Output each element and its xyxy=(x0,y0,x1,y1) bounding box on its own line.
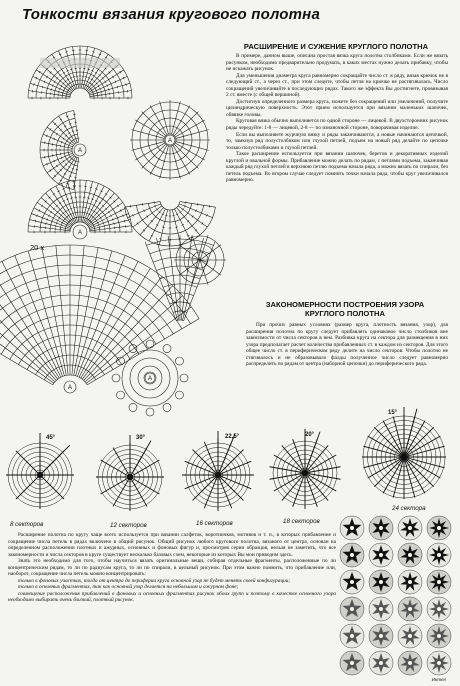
svg-text:А: А xyxy=(167,138,173,145)
sector-label: 12 секторов xyxy=(110,522,147,529)
star-motif xyxy=(427,543,451,567)
star-motif xyxy=(340,570,364,594)
paragraph: Расширение полотна по кругу чаще всего используется при вязании салфеток, воротничков, мотивов и т. п., в которых прибавление и сокращение числа петель в рядах включено в общий рисунок. Общий рисунок любого кругового полотна, вязаного от центра, основан на определенном расположении плотных и ажурных, основных и фоновых фигур и, просмотрев серии образцов, нельзя не заметить, что все закономерности и числа секторов в круге существует несколько базовых схем, некоторые из которых Вы мои приводим здесь. xyxy=(8,532,336,558)
sector-circle xyxy=(270,429,341,509)
svg-text:А: А xyxy=(147,376,153,383)
section-text-usage xyxy=(8,532,336,678)
star-motif xyxy=(340,624,364,648)
paragraph: Круговая вязка обычно выполняется по одной стороне — лицевой. В двухсторонних рисунок ряды чередуйте: 1-8 — лицевой, 2-8 — по изнаночной стороне, поворачивая изделие. xyxy=(226,118,448,132)
paragraph: только в фоновых участках, тогда от центра до периферии круга основной узор не будет менять своей конфигурации; xyxy=(18,577,291,584)
star-motif xyxy=(369,543,393,567)
star-motif xyxy=(340,597,364,621)
sector-label: 8 секторов xyxy=(10,521,44,528)
sector-circle xyxy=(182,431,254,511)
svg-text:А: А xyxy=(77,148,83,155)
paragraph: Достигнув определенного размера круга, можете без сокращений или увеличений, получите цилиндрическую поверхность. Этот прием используется при вязании маленьких шапочек, обвязке головы. xyxy=(226,98,448,118)
star-motif xyxy=(369,570,393,594)
star-motif xyxy=(398,543,422,567)
star-motif xyxy=(427,516,451,540)
star-motif xyxy=(398,570,422,594)
angle-label: 22,5° xyxy=(225,434,240,440)
paragraph: только в основных фрагментах, так как основной узор делается на небольшом и ажурном фоне; xyxy=(18,584,239,591)
center-ring xyxy=(145,373,155,383)
fan-diagram-2 xyxy=(40,110,79,189)
star-motif xyxy=(340,543,364,567)
star-motifs-grid xyxy=(338,514,456,679)
star-motif xyxy=(369,624,393,648)
star-motif xyxy=(340,651,364,675)
paragraph: Для уменьшения диаметра круга равномерно сокращайте число ст. в ряду, вязав крючок не в следующий ст., а через ст., при этом следите, чтобы петля на крючке не растягивалась. Число сокращений увеличивайте в последующих рядах. Такого же эффекта Вы достигнете, провязывая 2 ст. вместе (с общей вершиной). xyxy=(226,72,448,99)
angle-label: 15° xyxy=(388,410,398,416)
sector-circle xyxy=(96,435,164,511)
repeat-label: 20 х xyxy=(30,243,45,252)
wedge-diagram-7 xyxy=(145,235,215,321)
angle-label: 20° xyxy=(305,432,315,438)
center-ring xyxy=(74,144,86,156)
section-title-expansion: РАСШИРЕНИЕ И СУЖЕНИЕ КРУГЛОГО ПОЛОТНА xyxy=(243,42,429,51)
fan-diagram-1 xyxy=(28,46,132,99)
sector-label: 16 секторов xyxy=(196,520,233,527)
sector-circle xyxy=(362,407,446,499)
svg-text:А: А xyxy=(67,385,73,392)
round-diagram-8 xyxy=(112,235,226,416)
paragraph: Знать это необходимо для того, чтобы научиться вязать оригинальные вещи, собирая отдельные фрагменты, расположенные по ли концентрическим рядам, то ли по радиусам круга, то ли по спирали, в цельный рисунок. При этом важно помнить, что прибавление или, наоборот, сокращение числа петель можно концентрировать: xyxy=(8,558,336,578)
angle-label: 30° xyxy=(136,435,146,441)
star-motif xyxy=(427,570,451,594)
section-text-expansion xyxy=(226,53,448,298)
paragraph: Если вы выполняете журчную вязку и ряды заканчиваются, а новые начинаются цепочкой, то, замкнув ряд полустолбиком или глухой петлей, подъем на новый ряд делайте по цепочке только полустолбиками и глухой петлей. xyxy=(226,131,448,151)
paragraph: При прочих равных условиях (размер круга, плотность вязания, узор), для расширения полотна по кругу следует прибавлять одинаковое число столбиков вне зависимости от числа секторов в нем. Разбивка круга на сектора для размещения в них узора предполагает расчет количества прибавленных ст. в каждом из секторов. Для этого общее число ст. в периферическом ряду делите на число секторов. Чтобы полотно не стягивалось и не образовывало фалды полученное число следует равномерно распределить по рядам от центра (наборной цепочки) до периферического ряда. xyxy=(246,322,448,368)
star-motif xyxy=(427,624,451,648)
credit-text: Интел xyxy=(431,677,446,682)
page-title: Тонкости вязания кругового полотна xyxy=(22,6,320,23)
star-motif xyxy=(369,651,393,675)
star-motif xyxy=(398,624,422,648)
angle-label: 45° xyxy=(46,435,56,441)
star-motif xyxy=(398,516,422,540)
svg-text:А: А xyxy=(77,230,83,237)
star-motif xyxy=(340,516,364,540)
paragraph: В примере, данном выше, описана простая вязка круга полотна столбиками. Если же вязать рисунком, необходимо предварительно продумать, в каких местах нужно делать прибавку, чтобы не искажать рисунок. xyxy=(226,53,448,73)
wedge-diagram-6 xyxy=(0,245,199,385)
star-motif xyxy=(427,651,451,675)
star-motif xyxy=(427,597,451,621)
sector-circle xyxy=(6,433,74,509)
star-motif xyxy=(369,516,393,540)
sector-label: 18 секторов xyxy=(283,518,320,525)
paragraph: Такое расширение используется при вязании шапочек, беретов и декоративных изделий круглой и овальной формы. Прибавление можно делать по рядам, с петлями подъема, заканчивая каждый ряд глухой петлей в верхнюю петлю подъема начала ряда, а можно вязать по спирали, без петель подъема. Во втором случае следует помнить точки начала ряда, чтобы круг увеличивался равномерно. xyxy=(226,151,448,184)
center-ring xyxy=(64,381,76,393)
star-motif xyxy=(369,597,393,621)
paragraph: совмещение расположения прибавлений в фоновых и основных фрагментах рисунок обоих групп и поэтому в качестве основного узора необходимо выбирать очень близкий, плотный рисунок. xyxy=(8,590,336,604)
section-title-pattern-rules: ЗАКОНОМЕРНОСТИ ПОСТРОЕНИЯ УЗОРА КРУГЛОГО ПОЛОТНА xyxy=(265,300,425,318)
center-ring xyxy=(73,225,87,239)
star-motif xyxy=(398,597,422,621)
sector-label: 24 сектора xyxy=(392,505,426,512)
section-text-pattern-rules xyxy=(246,322,448,408)
center-ring xyxy=(165,135,175,145)
star-motif xyxy=(398,651,422,675)
